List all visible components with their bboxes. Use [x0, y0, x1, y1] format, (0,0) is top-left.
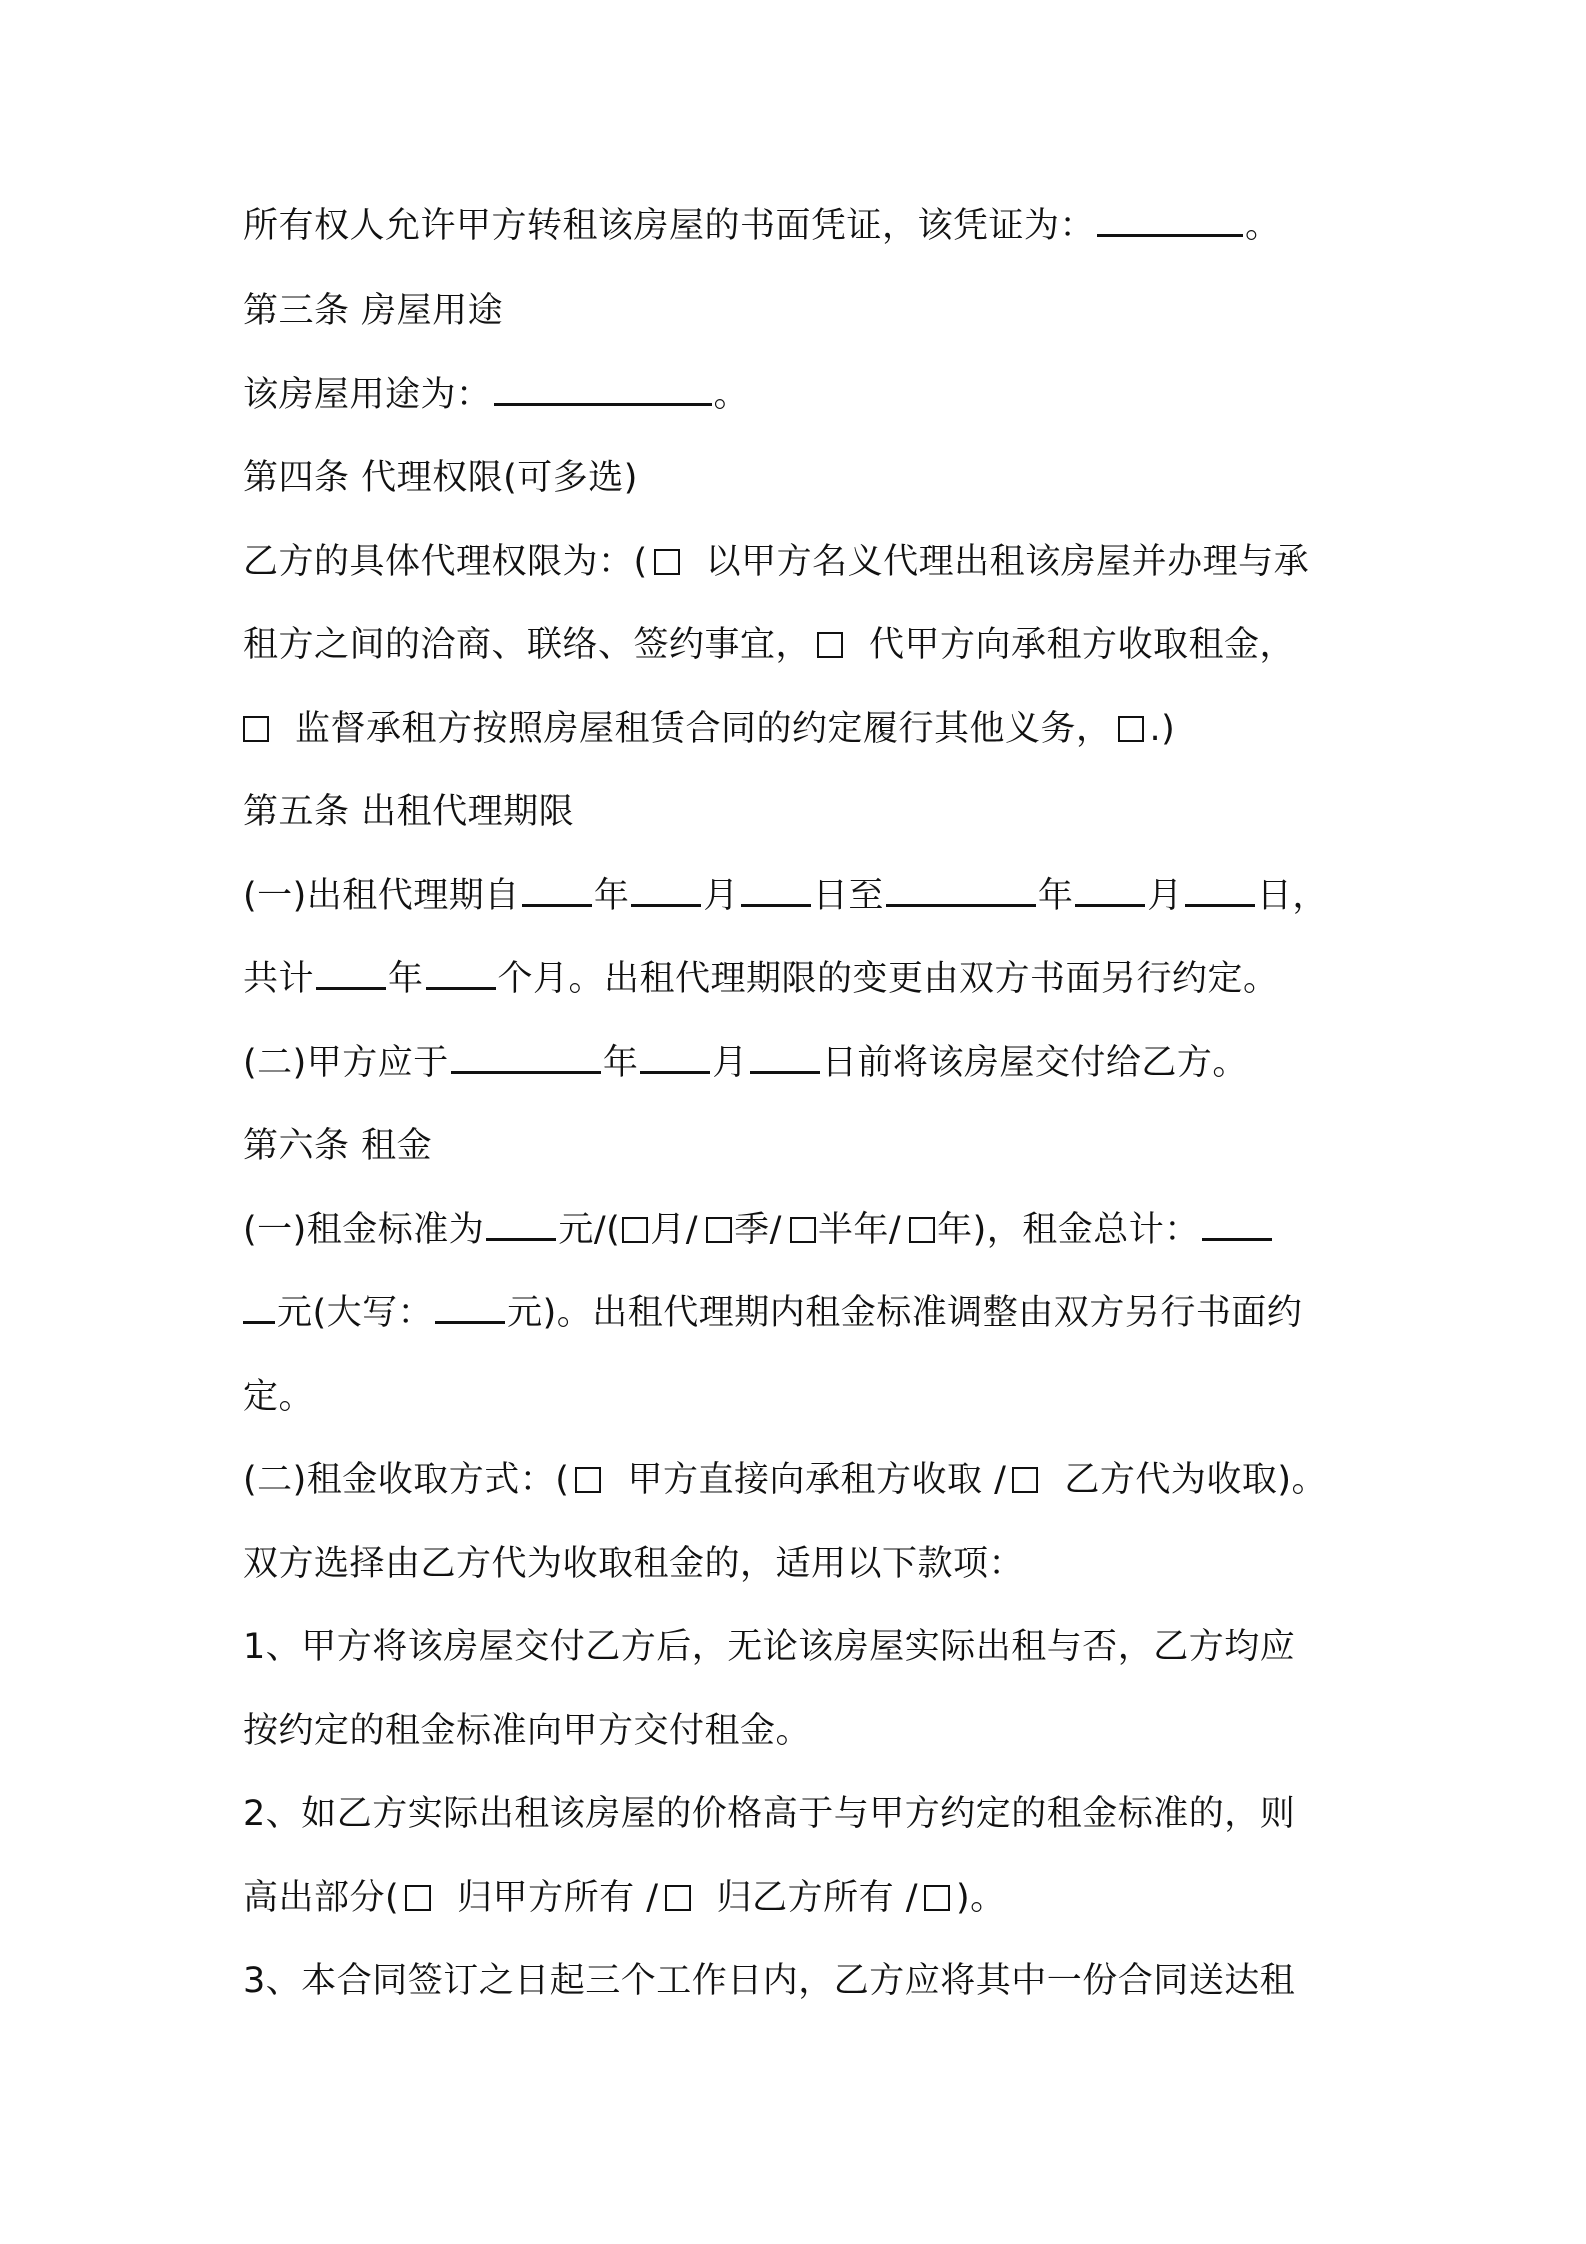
text-span: 归甲方所有 /: [457, 1878, 659, 1918]
text-span: 季/: [734, 1210, 782, 1250]
text-span: 月: [1147, 876, 1183, 916]
text-span: 月: [703, 876, 739, 916]
text-span: .): [1149, 709, 1176, 749]
checkbox-icon: [243, 716, 269, 742]
text-span: (二)甲方应于: [243, 1043, 449, 1083]
text-span: 以甲方名义代理出租该房屋并办理与承: [705, 542, 1310, 582]
text-span: 月: [712, 1043, 748, 1083]
text-line: [243, 1458, 1327, 1502]
checkbox-icon: [1118, 716, 1144, 742]
text-line: [243, 707, 1175, 751]
text-span: (一)出租代理期自: [243, 876, 520, 916]
text-line: [243, 1208, 1274, 1252]
fill-blank: [435, 1291, 505, 1324]
text-span: 日前将该房屋交付给乙方。: [821, 1043, 1248, 1083]
article-title: 第五条 出租代理期限: [243, 792, 575, 832]
fill-blank: [1075, 874, 1145, 907]
text-span: 元)。出租代理期内租金标准调整由双方另行书面约: [507, 1293, 1303, 1333]
text-span: 年)，租金总计：: [937, 1210, 1200, 1250]
text-span: 监督承租方按照房屋租赁合同的约定履行其他义务，: [295, 709, 1112, 749]
text-span: 半年/: [817, 1210, 902, 1250]
text-span: 2、如乙方实际出租该房屋的价格高于与甲方约定的租金标准的，则: [243, 1794, 1296, 1834]
fill-blank: [640, 1041, 710, 1074]
text-span: 定。: [243, 1377, 315, 1417]
text-line: [243, 874, 1328, 918]
text-span: 高出部分(: [243, 1878, 400, 1918]
fill-blank: [1202, 1208, 1272, 1241]
text-span: 乙方代为收取)。: [1064, 1460, 1328, 1500]
article-title: 第六条 租金: [243, 1126, 433, 1166]
text-span: 年: [602, 1043, 639, 1083]
text-span: 元(大写：: [277, 1293, 434, 1333]
text-line: [243, 204, 1281, 248]
text-line: [243, 1542, 1024, 1586]
checkbox-icon: [405, 1885, 431, 1911]
text-span: 按约定的租金标准向甲方交付租金。: [243, 1711, 812, 1751]
text-span: 该房屋用途为：: [243, 375, 492, 415]
checkbox-icon: [924, 1885, 950, 1911]
fill-blank: [741, 874, 811, 907]
text-span: 乙方的具体代理权限为：(: [243, 542, 648, 582]
text-span: 3、本合同签订之日起三个工作日内，乙方应将其中一份合同送达租: [243, 1961, 1296, 2001]
text-line: [243, 1876, 1006, 1920]
text-line: [243, 1792, 1295, 1836]
article-heading: [243, 790, 574, 834]
fill-blank: [426, 957, 496, 990]
text-span: 月/: [650, 1210, 699, 1250]
text-span: 1、甲方将该房屋交付乙方后，无论该房屋实际出租与否，乙方均应: [243, 1627, 1296, 1667]
text-span: (一)租金标准为: [243, 1210, 485, 1250]
article-heading: [243, 456, 638, 500]
checkbox-icon: [790, 1217, 816, 1243]
text-span: 双方选择由乙方代为收取租金的，适用以下款项：: [243, 1544, 1025, 1584]
text-span: 日，: [1256, 876, 1328, 916]
text-line: [243, 1291, 1302, 1335]
fill-blank: [494, 373, 712, 406]
article-heading: [243, 289, 503, 333]
checkbox-icon: [575, 1467, 601, 1493]
article-title: 第三条 房屋用途: [243, 291, 504, 331]
text-span: 所有权人允许甲方转租该房屋的书面凭证，该凭证为：: [243, 206, 1096, 246]
fill-blank: [243, 1291, 275, 1324]
fill-blank: [886, 874, 1036, 907]
fill-blank: [631, 874, 701, 907]
checkbox-icon: [654, 549, 680, 575]
text-span: 元/(: [558, 1210, 621, 1250]
checkbox-icon: [1012, 1467, 1038, 1493]
text-span: 年: [593, 876, 630, 916]
fill-blank: [486, 1208, 556, 1241]
text-line: [243, 957, 1279, 1001]
text-span: 个月。出租代理期限的变更由双方书面另行约定。: [497, 959, 1279, 999]
text-span: 租方之间的洽商、联络、签约事宜，: [243, 625, 812, 665]
text-line: [243, 1375, 314, 1419]
fill-blank: [750, 1041, 820, 1074]
article-title: 第四条 代理权限(可多选): [243, 458, 638, 498]
fill-blank: [522, 874, 592, 907]
checkbox-icon: [909, 1217, 935, 1243]
text-line: [243, 1041, 1248, 1085]
text-span: 代甲方向承租方收取租金，: [869, 625, 1296, 665]
text-line: [243, 1709, 811, 1753]
checkbox-icon: [817, 632, 843, 658]
text-line: [243, 1625, 1295, 1669]
text-line: [243, 1959, 1295, 2003]
text-line: [243, 540, 1309, 584]
text-line: [243, 623, 1295, 667]
article-heading: [243, 1124, 432, 1168]
text-span: 甲方直接向承租方收取 /: [627, 1460, 1007, 1500]
text-line: [243, 373, 749, 417]
fill-blank: [1185, 874, 1255, 907]
checkbox-icon: [665, 1885, 691, 1911]
text-span: 年: [1037, 876, 1074, 916]
checkbox-icon: [706, 1217, 732, 1243]
text-span: 共计: [243, 959, 315, 999]
text-span: )。: [956, 1878, 1006, 1918]
fill-blank: [316, 957, 386, 990]
text-span: 。: [713, 375, 750, 415]
fill-blank: [451, 1041, 601, 1074]
text-span: 日至: [812, 876, 884, 916]
text-span: 归乙方所有 /: [716, 1878, 918, 1918]
fill-blank: [1097, 204, 1243, 237]
text-span: (二)租金收取方式：(: [243, 1460, 570, 1500]
text-span: 年: [388, 959, 424, 999]
checkbox-icon: [622, 1217, 648, 1243]
text-span: 。: [1245, 206, 1281, 246]
